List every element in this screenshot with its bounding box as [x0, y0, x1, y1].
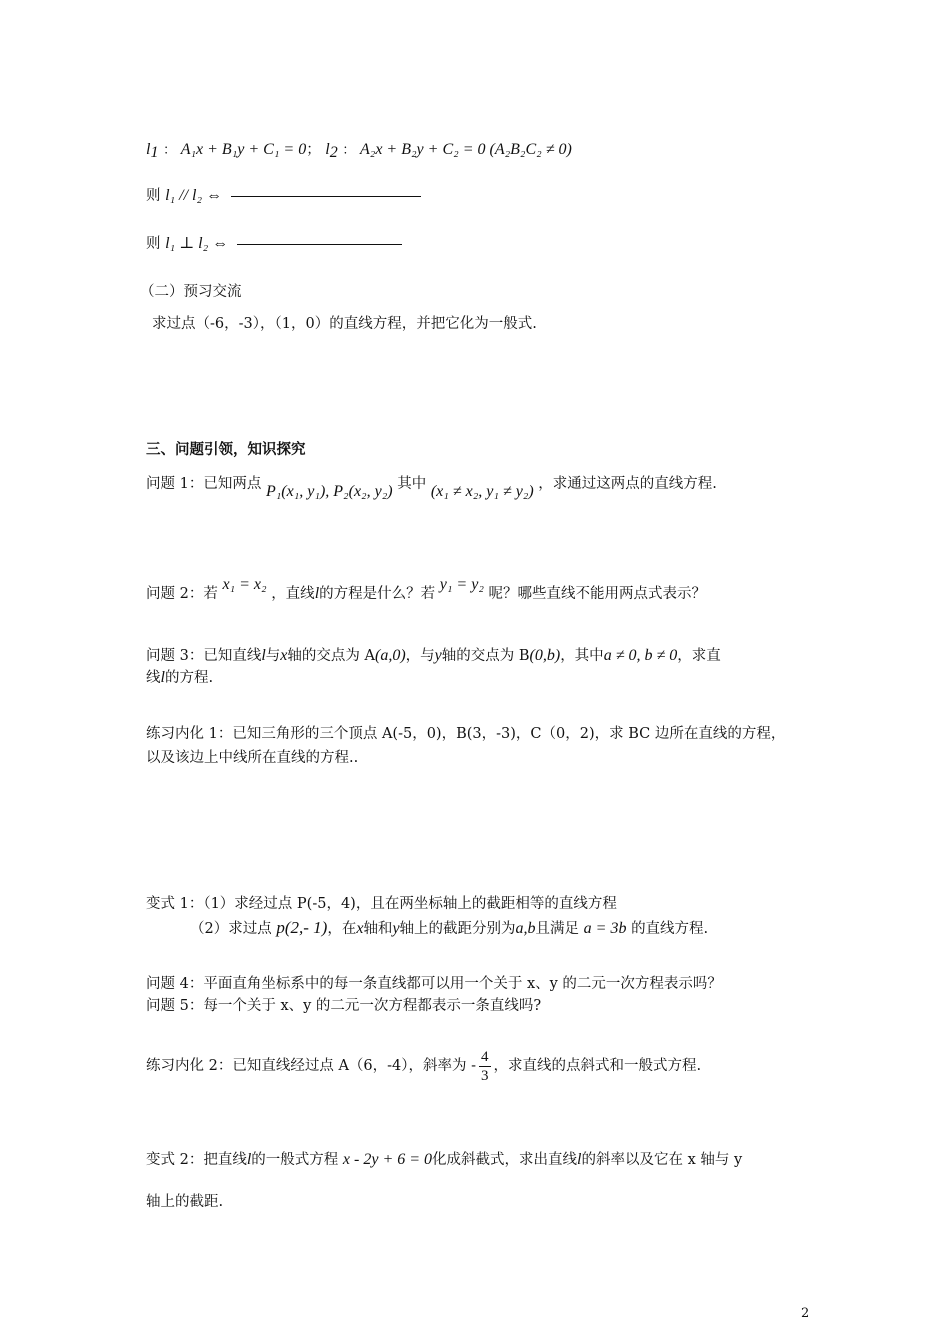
q3-text-6: ，其中: [560, 648, 604, 664]
q3-text: 问题 3：已知直线: [146, 648, 262, 664]
variant-1-part2: [190, 918, 708, 939]
q3-point-a: (a,0): [375, 647, 406, 664]
q3-line-symbol-2: l: [160, 669, 165, 686]
question-3: [146, 646, 721, 666]
q3-line-symbol: l: [261, 647, 266, 664]
exercise-1-cont: 以及该边上中线所在直线的方程..: [146, 750, 359, 766]
parallel-expr: l₁ // l₂ ⇔: [165, 187, 223, 204]
question-2: [146, 576, 706, 604]
q3-text-2: 与: [265, 648, 281, 664]
answer-blank[interactable]: [237, 244, 402, 245]
v2-text: 变式 2：把直线: [146, 1152, 247, 1168]
l1-symbol: l: [146, 141, 151, 158]
q3-text-8: 线: [146, 670, 161, 686]
q3-text-4: ，与: [405, 648, 435, 664]
q3-text-7: ，求直: [677, 648, 721, 664]
q2-text-3: 的方程是什么？若: [319, 586, 436, 602]
colon-mark-2: ：: [342, 143, 356, 158]
colon-mark: ：: [163, 143, 177, 158]
section3-title: 三、问题引领，知识探究: [146, 441, 306, 458]
q1-points: P₁(x₁, y₁), P₂(x₂, y₂): [265, 483, 393, 500]
v1-point: p(2,- 1): [276, 918, 328, 937]
question-3-cont: [146, 668, 213, 688]
v1-text-4: 轴上的截距分别为: [399, 921, 516, 937]
l1-subscript: 1: [150, 144, 159, 161]
q3-text-3: 轴的交点为 A: [287, 648, 375, 664]
ex2-text-2: ，求直线的点斜式和一般式方程.: [493, 1058, 702, 1074]
v2-line-symbol-2: l: [577, 1151, 582, 1168]
v1-ab: a,b: [515, 920, 536, 937]
q3-condition: a ≠ 0, b ≠ 0: [603, 647, 678, 664]
preview-question: 求过点（-6，-3），（1，0）的直线方程，并把它化为一般式.: [152, 316, 537, 332]
answer-blank[interactable]: [231, 196, 421, 197]
question-1: [146, 474, 717, 500]
variant-2: [146, 1150, 742, 1170]
then-label: 则: [146, 236, 161, 252]
fraction-numerator: 4: [481, 1048, 489, 1065]
q2-text: 问题 2：若: [146, 586, 218, 602]
v2-text-2: 的一般式方程: [251, 1152, 339, 1168]
slope-fraction: [479, 1048, 491, 1085]
q1-condition: (x₁ ≠ x₂, y₁ ≠ y₂): [430, 483, 534, 500]
variant-1: 变式 1：（1）求经过点 P(-5，4)，且在两坐标轴上的截距相等的直线方程: [146, 896, 617, 912]
v1-text-6: 的直线方程.: [631, 921, 709, 937]
v1-condition: a = 3b: [583, 920, 627, 937]
q3-x-symbol: x: [280, 647, 288, 664]
q2-cond2: y₁ = y₂: [439, 576, 484, 593]
then-label: 则: [146, 188, 161, 204]
variant-2-cont: 轴上的截距.: [146, 1194, 224, 1210]
perp-expr: l₁ ⊥ l₂ ⇔: [165, 235, 229, 252]
v1-text: （2）求过点: [190, 921, 272, 937]
v1-text-5: 且满足: [535, 921, 580, 937]
question-4: 问题 4：平面直角坐标系中的每一条直线都可以用一个关于 x、y 的二元一次方程表示吗？: [146, 976, 722, 992]
q3-text-5: 轴的交点为 B: [441, 648, 530, 664]
v2-line-symbol: l: [246, 1151, 252, 1168]
fraction-denominator: 3: [481, 1067, 489, 1084]
q1-text-2: 其中: [397, 476, 427, 492]
v2-text-4: 的斜率以及它在 x 轴与 y: [581, 1152, 743, 1168]
v1-text-3: 轴和: [363, 921, 393, 937]
perpendicular-condition: [146, 234, 402, 254]
v1-text-2: ，在: [327, 921, 357, 937]
v1-y-symbol: y: [392, 920, 400, 937]
page-number: 2: [801, 1306, 810, 1321]
q3-point-b: (0,b): [529, 647, 561, 664]
q3-text-9: 的方程.: [164, 670, 214, 686]
l2-subscript: 2: [329, 144, 338, 161]
q2-line-symbol: l: [314, 585, 320, 602]
v2-text-3: 化成斜截式，求出直线: [432, 1152, 578, 1168]
v1-x-symbol: x: [356, 920, 364, 937]
l1-equation: A₁x + B₁y + C₁ = 0: [180, 141, 307, 158]
q2-text-4: 呢？哪些直线不能用两点式表示？: [488, 586, 706, 602]
ex2-text: 练习内化 2：已知直线经过点 A（6，-4），斜率为 -: [146, 1058, 477, 1074]
q2-cond1: x₁ = x₂: [222, 576, 267, 593]
parallel-condition: [146, 186, 421, 206]
separator: ；: [306, 142, 321, 158]
question-5: 问题 5：每一个关于 x、y 的二元一次方程都表示一条直线吗?: [146, 998, 542, 1014]
q1-text-3: ，求通过这两点的直线方程.: [538, 476, 717, 492]
section-preview-title: （二）预习交流: [140, 284, 242, 300]
q1-text: 问题 1：已知两点: [146, 476, 262, 492]
exercise-2: [146, 1046, 701, 1086]
exercise-1: 练习内化 1：已知三角形的三个顶点 A(-5，0)，B(3，-3)，C（0，2)，求 BC 边所在直线的方程，: [146, 726, 786, 742]
l2-equation: A₂x + B₂y + C₂ = 0 (A₂B₂C₂ ≠ 0): [359, 141, 572, 158]
l2-symbol: l: [325, 141, 330, 158]
v2-equation: x - 2y + 6 = 0: [342, 1151, 433, 1168]
q2-text-2: ，直线: [271, 586, 315, 602]
q3-y-symbol: y: [434, 647, 442, 664]
lines-definition: [146, 140, 572, 163]
